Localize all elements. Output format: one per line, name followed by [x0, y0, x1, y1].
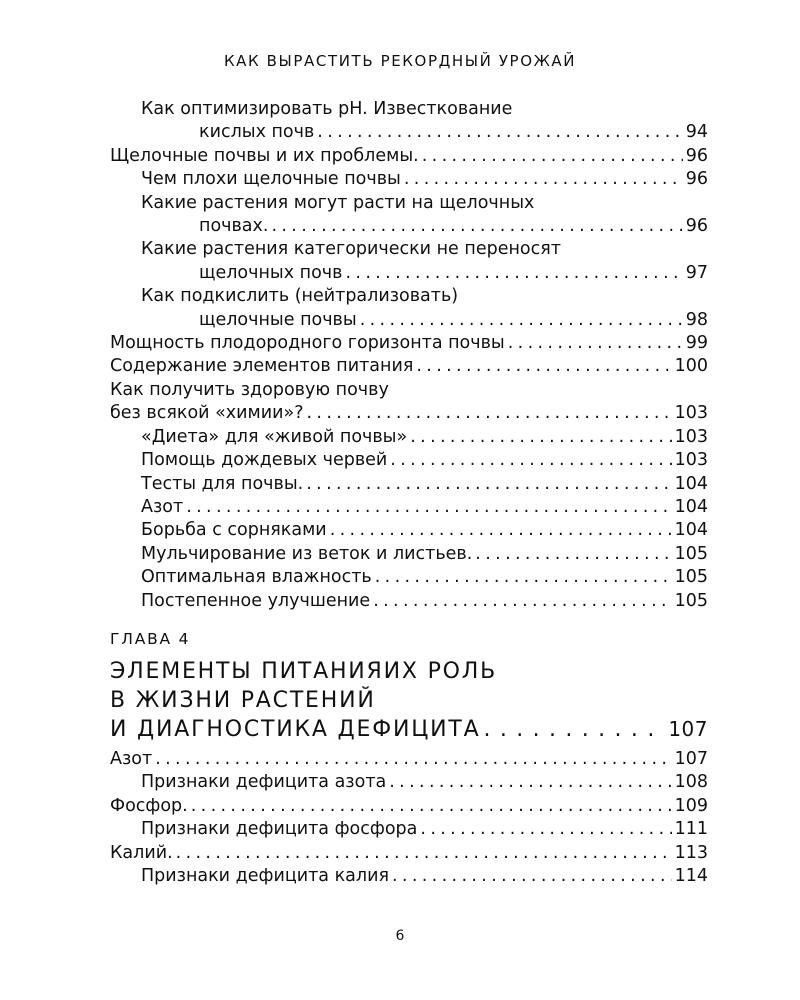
toc-entry: [110, 842, 708, 865]
toc-page-number: 105: [674, 543, 708, 564]
chapter-label: ГЛАВА 4: [110, 629, 191, 648]
toc-entry-title: Как получить здоровую почву: [110, 379, 389, 400]
toc-entry-line: [141, 215, 708, 238]
toc-page-number: 96: [685, 145, 708, 166]
chapter-page-number: 107: [668, 716, 708, 741]
toc-page-number: 111: [674, 819, 708, 840]
dot-leader: [416, 355, 671, 378]
toc-entry-title: Чем плохи щелочные почвы: [141, 169, 401, 190]
dot-leader: [390, 449, 671, 472]
chapter-title-line: ЭЛЕМЕНТЫ ПИТАНИЯИХ РОЛЬ: [110, 658, 497, 684]
toc-entry-title: кислых почв: [199, 122, 315, 143]
toc-entry-title: Признаки дефицита фосфора: [141, 819, 418, 840]
dot-leader: [271, 215, 682, 238]
toc-entry: [110, 192, 708, 239]
toc-entry: [110, 590, 708, 613]
toc-entry-line: [110, 379, 708, 402]
toc-entry: [110, 98, 708, 145]
toc-entry-line: [141, 519, 708, 542]
chapter-entries: [110, 748, 708, 888]
toc-entry-title: «Диета» для «живой почвы»: [141, 426, 408, 447]
toc-entry-title: Признаки дефицита калия: [141, 865, 389, 886]
toc-page-number: 105: [674, 567, 708, 588]
toc-entry-line: [110, 355, 708, 378]
toc-page-number: 96: [685, 216, 708, 237]
toc-entry: [110, 449, 708, 472]
toc-entry-line: [141, 168, 708, 191]
dot-leader: [191, 795, 672, 818]
toc-entry-title: Азот: [110, 748, 153, 769]
toc-entry-title: Признаки дефицита азота: [141, 772, 387, 793]
toc-entry: [110, 795, 708, 818]
running-head: КАК ВЫРАСТИТЬ РЕКОРДНЫЙ УРОЖАЙ: [223, 52, 577, 70]
dot-leader: [373, 590, 671, 613]
toc-entry: [110, 145, 708, 168]
toc-page-number: 107: [674, 748, 708, 769]
dot-leader: [306, 473, 671, 496]
toc-entry-title: щелочные почвы: [199, 309, 357, 330]
toc-entry: [110, 496, 708, 519]
toc-entry-line: [110, 332, 708, 355]
toc-page-number: 114: [674, 865, 708, 886]
dot-leader: [375, 566, 672, 589]
toc-entry-line: [141, 473, 708, 496]
page-number: 6: [395, 928, 405, 944]
toc-page-number: 99: [685, 333, 708, 354]
dot-leader: [360, 309, 683, 332]
toc-entry: [110, 168, 708, 191]
toc-entry-title: Азот: [141, 496, 184, 517]
toc-page-number: 97: [685, 262, 708, 283]
toc-entry-line: [141, 98, 708, 121]
dot-leader: [404, 168, 683, 191]
toc-entry-line: [141, 543, 708, 566]
toc-entry-title: Какие растения категорически не переносят: [141, 239, 561, 260]
toc-entry-title: Помощь дождевых червей: [141, 450, 388, 471]
chapter-title: [110, 657, 708, 744]
toc-entry-line: [141, 771, 708, 794]
toc-entry: [110, 519, 708, 542]
toc-page-number: 100: [674, 356, 708, 377]
dot-leader: [392, 865, 672, 888]
chapter-title-text: И ДИАГНОСТИКА ДЕФИЦИТА: [110, 716, 481, 742]
toc-entry-title: Калий.: [110, 842, 173, 863]
toc-section-entries: [110, 98, 708, 613]
toc-entry-line: [141, 238, 708, 261]
dot-leader: [176, 842, 672, 865]
toc-page-number: 104: [674, 496, 708, 517]
toc-page-number: 109: [674, 795, 708, 816]
toc-entry-title: Мощность плодородного горизонта почвы: [110, 333, 505, 354]
table-of-contents: [110, 98, 708, 888]
toc-entry-line: [141, 818, 708, 841]
toc-entry: [110, 379, 708, 426]
toc-page-number: 98: [685, 309, 708, 330]
toc-entry-line: [141, 262, 708, 285]
toc-page-number: 94: [685, 122, 708, 143]
toc-entry-title: Оптимальная влажность: [141, 567, 372, 588]
toc-entry-title: Какие растения могут расти на щелочных: [141, 192, 535, 213]
toc-entry: [110, 818, 708, 841]
toc-entry: [110, 865, 708, 888]
toc-page-number: 108: [674, 772, 708, 793]
toc-entry-line: [141, 496, 708, 519]
dot-leader: [475, 543, 671, 566]
dot-leader: [483, 715, 665, 744]
dot-leader: [410, 426, 671, 449]
toc-entry: [110, 748, 708, 771]
toc-entry-title: без всякой «химии»?: [110, 403, 304, 424]
toc-entry-line: [141, 121, 708, 144]
toc-entry-line: [141, 449, 708, 472]
dot-leader: [345, 262, 682, 285]
toc-entry-title: Щелочные почвы и их проблемы.: [110, 145, 419, 166]
toc-page-number: 103: [674, 426, 708, 447]
toc-entry-title: Борьба с сорняками: [141, 520, 327, 541]
dot-leader: [422, 145, 683, 168]
toc-entry-title: Фосфор.: [110, 795, 188, 816]
toc-entry-line: [141, 426, 708, 449]
toc-entry: [110, 543, 708, 566]
toc-entry-title: Постепенное улучшение: [141, 590, 371, 611]
dot-leader: [420, 818, 671, 841]
toc-entry-line: [141, 285, 708, 308]
toc-entry-title: Содержание элементов питания: [110, 356, 414, 377]
dot-leader: [317, 121, 682, 144]
toc-entry-line: [110, 842, 708, 865]
toc-entry-title: Мульчирование из веток и листьев.: [141, 543, 473, 564]
toc-entry: [110, 426, 708, 449]
toc-entry: [110, 285, 708, 332]
toc-page-number: 103: [674, 450, 708, 471]
toc-entry-title: почвах.: [199, 216, 269, 237]
toc-page-number: 113: [674, 842, 708, 863]
toc-entry-line: [110, 145, 708, 168]
dot-leader: [330, 519, 672, 542]
dot-leader: [508, 332, 683, 355]
toc-entry-line: [110, 795, 708, 818]
toc-entry-title: Как оптимизировать pH. Известкование: [141, 99, 513, 119]
toc-entry-line: [110, 402, 708, 425]
toc-page-number: 103: [674, 403, 708, 424]
toc-entry: [110, 238, 708, 285]
dot-leader: [389, 771, 671, 794]
toc-entry-title: Как подкислить (нейтрализовать): [141, 286, 459, 307]
toc-entry-line: [141, 590, 708, 613]
toc-entry-line: [141, 865, 708, 888]
toc-entry: [110, 355, 708, 378]
toc-page-number: 104: [674, 473, 708, 494]
toc-entry-line: [141, 192, 708, 215]
toc-entry-title: Тесты для почвы.: [141, 473, 304, 494]
toc-page-number: 105: [674, 590, 708, 611]
dot-leader: [306, 402, 671, 425]
toc-entry-title: щелочных почв: [199, 262, 343, 283]
toc-entry-line: [141, 566, 708, 589]
toc-entry: [110, 332, 708, 355]
toc-entry-line: [110, 748, 708, 771]
toc-page-number: 96: [685, 169, 708, 190]
chapter-title-line: В ЖИЗНИ РАСТЕНИЙ: [110, 687, 376, 713]
toc-page-number: 104: [674, 520, 708, 541]
toc-entry: [110, 473, 708, 496]
toc-entry: [110, 771, 708, 794]
chapter-title-last-line: [110, 715, 708, 744]
toc-entry: [110, 566, 708, 589]
dot-leader: [155, 748, 671, 771]
dot-leader: [186, 496, 671, 519]
toc-entry-line: [141, 309, 708, 332]
